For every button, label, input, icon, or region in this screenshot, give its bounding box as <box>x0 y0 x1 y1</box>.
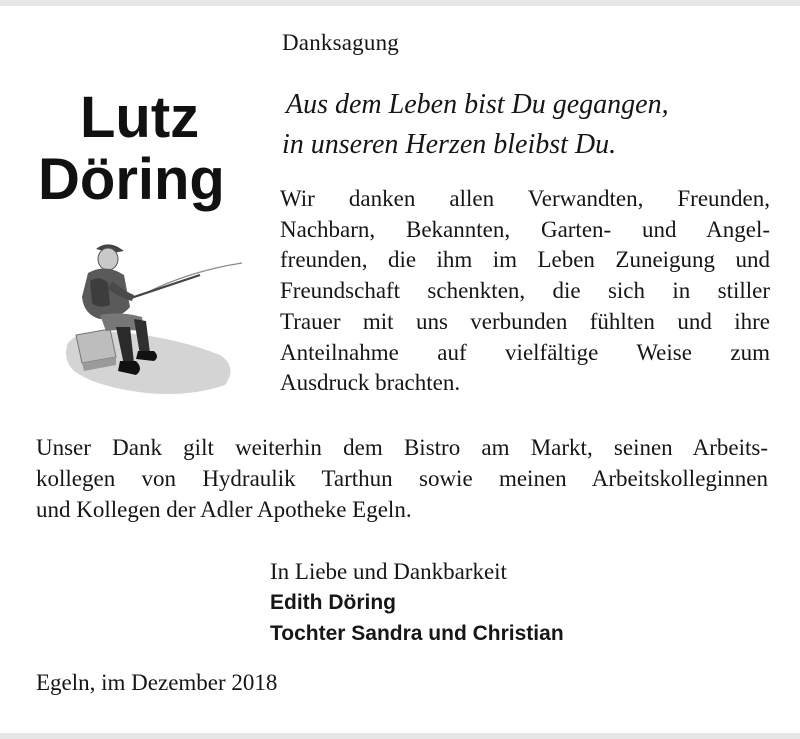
further-thanks-line: kollegen von Hydraulik Tarthun sowie meinen Arbeitskolleginnen <box>36 466 768 491</box>
closing-phrase: In Liebe und Dankbarkeit <box>270 559 507 584</box>
further-thanks-line: und Kollegen der Adler Apotheke Egeln. <box>36 497 412 522</box>
thanks-paragraph <box>280 184 770 399</box>
fisherman-icon <box>50 235 250 400</box>
verse-line-1: Aus dem Leben bist Du gegangen, <box>286 89 669 120</box>
signatory-line-1: Edith Döring <box>270 591 396 614</box>
place-and-date: Egeln, im Dezember 2018 <box>36 670 278 695</box>
thanks-line: Nachbarn, Bekannten, Garten- und Angel- <box>280 216 770 242</box>
notice-heading: Danksagung <box>282 30 399 55</box>
top-border <box>0 0 800 6</box>
bottom-border <box>0 733 800 739</box>
deceased-first-name: Lutz <box>80 85 200 150</box>
further-thanks-line: Unser Dank gilt weiterhin dem Bistro am Markt, seinen Arbeits- <box>36 435 768 460</box>
verse-line-2: in unseren Herzen bleibst Du. <box>282 129 617 160</box>
signatory-line-2: Tochter Sandra und Christian <box>270 622 564 645</box>
thanks-line: Freundschaft schenkten, die sich in stiller <box>280 278 770 304</box>
further-thanks-paragraph <box>36 432 768 525</box>
thanks-line: Anteilnahme auf vielfältige Weise zum <box>280 339 770 365</box>
thanks-line: Wir danken allen Verwandten, Freunden, <box>280 186 770 211</box>
deceased-last-name: Döring <box>38 147 225 212</box>
thanks-line: freunden, die ihm im Leben Zuneigung und <box>280 247 770 273</box>
thanks-line: Trauer mit uns verbunden fühlten und ihre <box>280 308 770 334</box>
thanks-line: Ausdruck brachten. <box>280 370 461 396</box>
